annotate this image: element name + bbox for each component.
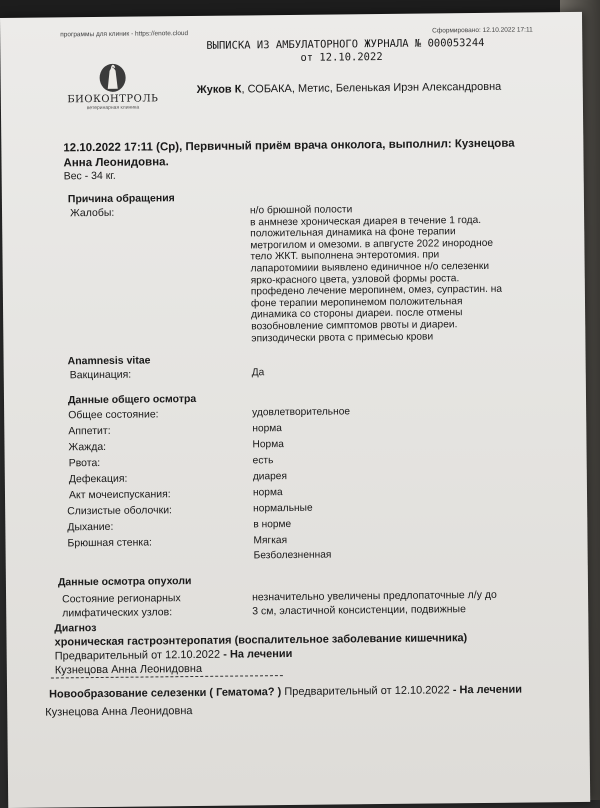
tumor-value-line: незначительно увеличены предлопаточные л/у до xyxy=(252,588,497,604)
document-page xyxy=(0,12,590,808)
diagnosis-1-name: хроническая гастроэнтеропатия (воспалительное заболевание кишечника) xyxy=(54,632,468,649)
reason-title: Причина обращения xyxy=(67,192,175,206)
complaints-line: ярко-красного цвета, узловой формы роста. xyxy=(250,272,460,286)
exam-label-vomiting: Рвота: xyxy=(68,456,101,470)
exam-value-breathing: в норме xyxy=(253,518,292,531)
document-title: ВЫПИСКА ИЗ АМБУЛАТОРНОГО ЖУРНАЛА № 000053244 xyxy=(206,36,485,52)
patient-name: Жуков К xyxy=(196,83,242,96)
complaints-line: тело ЖКТ. выполнена энтеротомия. при xyxy=(250,249,440,263)
exam-label-general: Общее состояние: xyxy=(68,408,159,422)
exam-label-thirst: Жажда: xyxy=(68,440,107,454)
document-date: от 12.10.2022 xyxy=(300,50,383,64)
exam-label-breathing: Дыхание: xyxy=(67,520,114,534)
diagnosis-2-status: - На лечении xyxy=(449,683,523,697)
diagnosis-1-doctor: Кузнецова Анна Леонидовна xyxy=(54,662,203,677)
tumor-lymph-value xyxy=(252,588,497,619)
complaints-line: динамика со стороны диареи. после отмены xyxy=(251,307,463,321)
complaints-line: в анмнезе хроническая диарея в течение 1 года. xyxy=(250,214,482,228)
exam-label-defecation: Дефекация: xyxy=(68,472,128,486)
tumor-lymph-label xyxy=(62,591,181,620)
diagnosis-2 xyxy=(45,682,549,719)
anamnesis-title: Anamnesis vitae xyxy=(67,354,151,368)
diagnosis-1-prelim: Предварительный от 12.10.2022 xyxy=(54,648,221,663)
complaints-line: профедено лечение меропинем, омез, супрастин. на xyxy=(250,283,503,298)
clinic-logo xyxy=(62,58,163,111)
exam-value-general: удовлетворительное xyxy=(252,406,351,419)
patient-weight: Вес - 34 кг. xyxy=(63,169,116,183)
diagnosis-2-name: Новообразование селезенки ( Гематома? ) xyxy=(49,686,282,701)
exam-value-mucosa: нормальные xyxy=(253,502,313,515)
complaints-line: н/о брюшной полости xyxy=(249,204,353,217)
complaints-label: Жалобы: xyxy=(69,206,115,220)
diagnosis-2-line xyxy=(49,682,549,701)
clinic-subtitle: ветеринарная клиника xyxy=(86,104,140,112)
complaints-line: метрогилом и омезоми. в апвгусте 2022 инородное xyxy=(250,237,494,252)
diagnosis-2-doctor: Кузнецова Анна Леонидовна xyxy=(45,705,193,719)
exam-title: Данные общего осмотра xyxy=(67,392,197,407)
diagnosis-1 xyxy=(54,630,554,677)
generated-timestamp: Сформировано: 12.10.2022 17:11 xyxy=(432,26,533,35)
exam-value-abdomen xyxy=(253,535,331,562)
exam-label-mucosa: Слизистые оболочки: xyxy=(67,504,173,518)
patient-line xyxy=(197,81,502,96)
exam-label-appetite: Аппетит: xyxy=(68,424,111,438)
tumor-value-line: 3 см, эластичной консистенции, подвижные xyxy=(252,603,466,618)
patient-details: , СОБАКА, Метис, Беленькая Ирэн Александровна xyxy=(241,80,502,96)
exam-value-urination: норма xyxy=(252,487,283,499)
exam-value-appetite: норма xyxy=(252,423,283,435)
abdomen-value-line: Мягкая xyxy=(253,535,288,547)
complaints-line: положительная динамика на фоне терапии xyxy=(250,226,456,240)
vaccination-value: Да xyxy=(251,367,265,379)
exam-value-defecation: диарея xyxy=(252,471,288,483)
clinic-name: БИОКОНТРОЛЬ xyxy=(67,93,159,106)
tumor-label-line: Состояние регионарных xyxy=(62,592,181,606)
exam-label-urination: Акт мочеиспускания: xyxy=(68,488,171,502)
diagnosis-1-status: - На лечении xyxy=(220,647,293,661)
exam-label-abdomen: Брюшная стенка: xyxy=(67,536,153,550)
complaints-line: лапаротомиии выявлено единичное н/о селезенки xyxy=(250,260,490,275)
programs-link: программы для клиник - https://enote.cloud xyxy=(60,30,189,39)
tumor-title: Данные осмотра опухоли xyxy=(57,575,192,589)
complaints-text xyxy=(250,203,503,345)
diagnosis-title: Диагноз xyxy=(54,622,97,635)
complaints-line: эпизодически рвота с примесью крови xyxy=(251,331,434,344)
tumor-label-line: лимфатических узлов: xyxy=(62,606,173,620)
clinic-logo-icon xyxy=(97,59,127,93)
exam-value-thirst: Норма xyxy=(252,439,284,451)
exam-value-vomiting: есть xyxy=(252,455,274,467)
diagnosis-2-prelim: Предварительный от 12.10.2022 xyxy=(281,684,450,699)
visit-heading: 12.10.2022 17:11 (Ср), Первичный приём врача онколога, выполнил: Кузнецова Анна Леонидовна. xyxy=(63,137,515,170)
complaints-line: возобновление симптомов рвоты и диареи. xyxy=(251,319,458,333)
abdomen-value-line: Безболезненная xyxy=(253,549,332,561)
vaccination-label: Вакцинация: xyxy=(69,368,132,382)
complaints-line: фоне терапии меропинемом положительная xyxy=(250,295,463,310)
